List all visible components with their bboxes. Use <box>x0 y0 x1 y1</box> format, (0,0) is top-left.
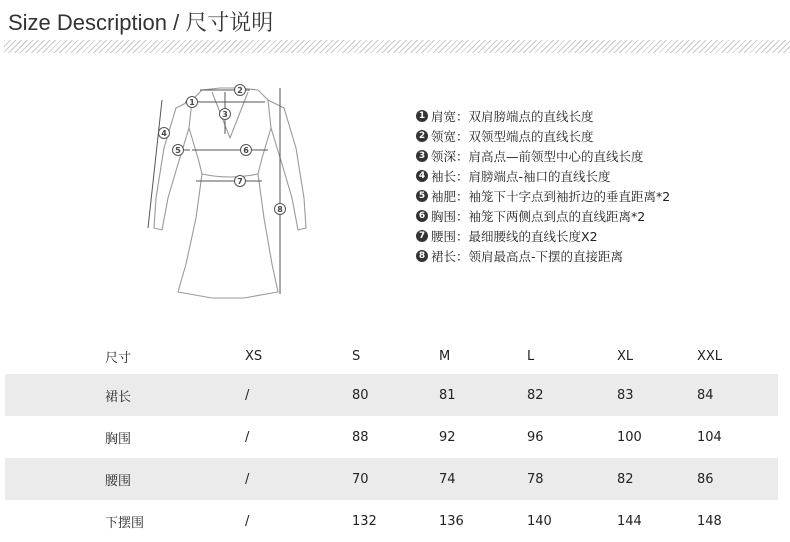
table-cell: 腰围 <box>105 473 132 489</box>
legend-item <box>416 126 670 146</box>
page-title: Size Description / 尺寸说明 <box>8 10 274 35</box>
table-cell: 82 <box>527 387 544 403</box>
header-cell: 尺寸 <box>105 351 132 366</box>
table-cell: 148 <box>697 513 722 529</box>
marker-label: 5 <box>175 146 181 155</box>
legend-item <box>416 106 670 126</box>
table-cell: 132 <box>352 513 377 529</box>
table-cell: 下摆围 <box>105 515 145 531</box>
legend-item <box>416 206 670 226</box>
table-cell: / <box>245 471 250 487</box>
legend-number: 1 <box>416 110 428 122</box>
table-cell: 80 <box>352 387 369 403</box>
table-row <box>5 458 778 500</box>
page-header <box>0 0 790 62</box>
table-cell: 84 <box>697 387 714 403</box>
table-cell: 92 <box>439 429 456 445</box>
table-cell: 78 <box>527 471 544 487</box>
table-cell: 88 <box>352 429 369 445</box>
legend-item <box>416 166 670 186</box>
dress-measurement-diagram <box>140 78 320 308</box>
table-cell: 100 <box>617 429 642 445</box>
marker-label: 3 <box>222 110 228 119</box>
legend-text: 裙长：领肩最高点-下摆的直接距离 <box>431 249 624 264</box>
header-cell: M <box>439 349 451 364</box>
table-cell: 96 <box>527 429 544 445</box>
table-cell: 104 <box>697 429 722 445</box>
table-cell: 82 <box>617 471 634 487</box>
legend-text: 腰围：最细腰线的直线长度X2 <box>431 229 598 244</box>
marker-label: 2 <box>237 86 243 95</box>
header-cell: XS <box>245 349 263 364</box>
legend-number: 6 <box>416 210 428 222</box>
table-row <box>5 374 778 416</box>
legend-item <box>416 226 670 246</box>
legend-text: 肩宽：双肩膀端点的直线长度 <box>431 109 594 124</box>
legend-number: 4 <box>416 170 428 182</box>
table-cell: 136 <box>439 513 464 529</box>
marker-label: 1 <box>189 98 195 107</box>
table-cell: / <box>245 429 250 445</box>
header-cell: S <box>352 349 361 364</box>
legend-text: 胸围：袖笼下两侧点到点的直线距离*2 <box>431 209 646 224</box>
table-row <box>5 416 778 458</box>
table-cell: 74 <box>439 471 456 487</box>
legend-number: 5 <box>416 190 428 202</box>
legend-number: 7 <box>416 230 428 242</box>
table-header-row <box>5 339 778 374</box>
table-cell: 83 <box>617 387 634 403</box>
legend-item <box>416 146 670 166</box>
marker-label: 8 <box>277 205 283 214</box>
table-cell: 裙长 <box>105 389 132 405</box>
legend-number: 8 <box>416 250 428 262</box>
marker-label: 6 <box>243 146 249 155</box>
legend-text: 领深：肩高点—前领型中心的直线长度 <box>431 149 644 164</box>
header-cell: XXL <box>697 349 723 364</box>
table-cell: 70 <box>352 471 369 487</box>
table-cell: 86 <box>697 471 714 487</box>
table-cell: 140 <box>527 513 552 529</box>
legend-text: 袖长：肩膀端点-袖口的直线长度 <box>431 169 611 184</box>
marker-label: 7 <box>237 177 243 186</box>
table-cell: / <box>245 387 250 403</box>
header-cell: L <box>527 349 535 364</box>
table-cell: 81 <box>439 387 456 403</box>
table-cell: 144 <box>617 513 642 529</box>
legend-number: 3 <box>416 150 428 162</box>
legend-text: 领宽：双领型端点的直线长度 <box>431 129 594 144</box>
legend-item <box>416 186 670 206</box>
measurement-legend <box>416 106 670 266</box>
legend-text: 袖肥：袖笼下十字点到袖折边的垂直距离*2 <box>431 189 671 204</box>
table-cell: 胸围 <box>105 431 132 447</box>
table-cell: / <box>245 513 250 529</box>
dress-illustration <box>140 78 320 308</box>
hatched-divider <box>4 40 790 53</box>
marker-label: 4 <box>161 129 167 138</box>
legend-item <box>416 246 670 266</box>
legend-number: 2 <box>416 130 428 142</box>
header-cell: XL <box>617 349 634 364</box>
size-table <box>5 339 778 542</box>
